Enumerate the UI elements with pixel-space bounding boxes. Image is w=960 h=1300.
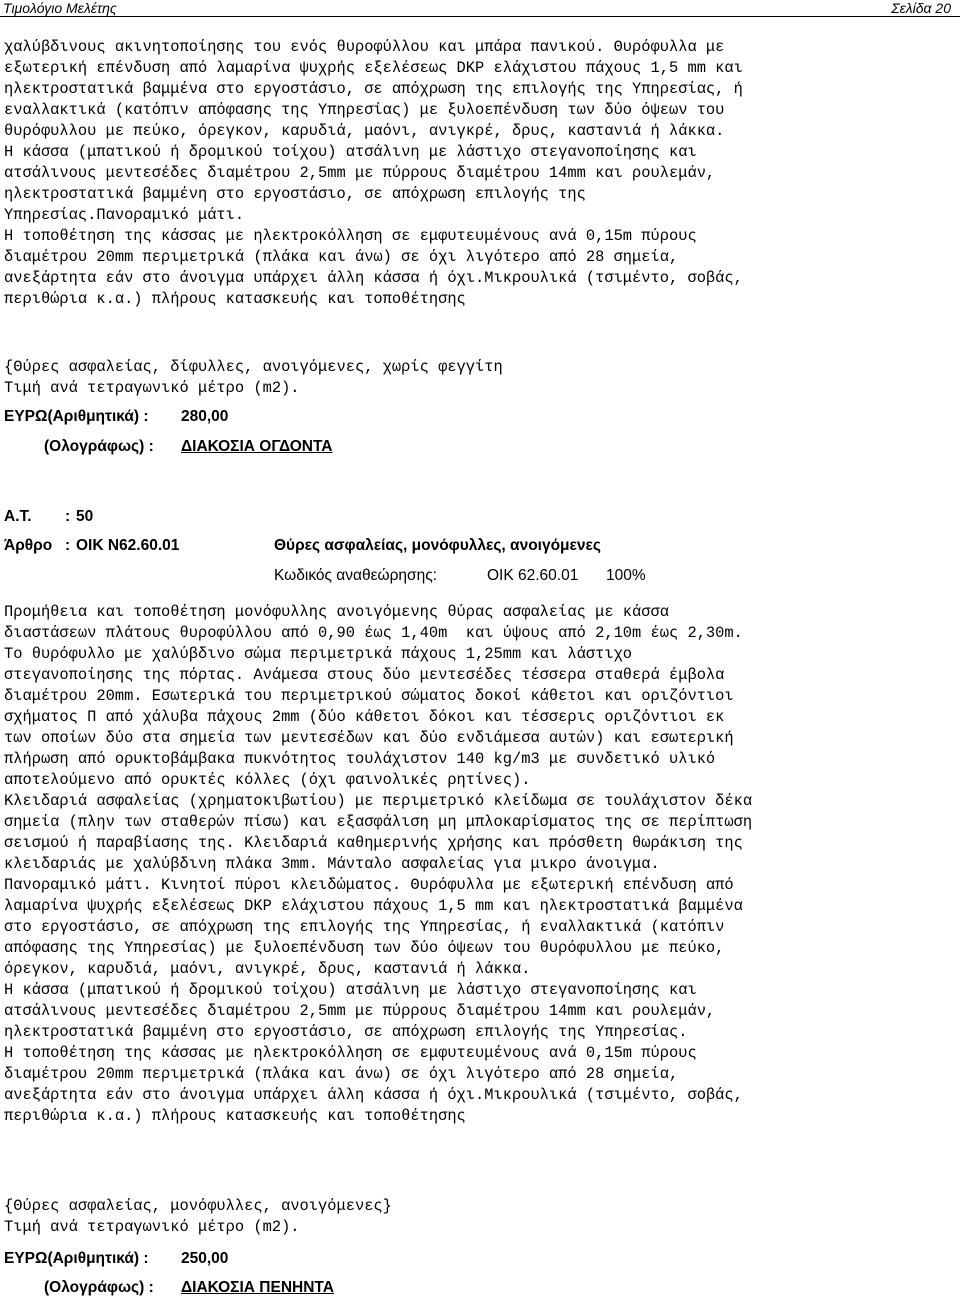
summary-line: Τιμή ανά τετραγωνικό μέτρο (m2). (4, 379, 300, 397)
at-separator: : (65, 508, 71, 525)
page-number: Σελίδα 20 (891, 0, 951, 16)
text-line: απόφασης της Υπηρεσίας) με ξυλοεπένδυση των δύο όψεων του θυρόφυλλου με πεύκο, (4, 939, 725, 957)
price-summary-1 (4, 357, 956, 399)
article-separator: : (65, 537, 71, 554)
text-line: Η κάσσα (μπατικού ή δρομικού τοίχου) ατσάλινη με λάστιχο στεγανοποίησης και (4, 143, 697, 161)
price-summary-2 (4, 1196, 956, 1238)
article-label: Άρθρο (4, 537, 53, 554)
continued-description (4, 37, 956, 310)
text-line: Η κάσσα (μπατικού ή δρομικού τοίχου) ατσάλινη με λάστιχο στεγανοποίησης και (4, 981, 697, 999)
text-line: περιθώρια κ.α.) πλήρους κατασκευής και τοποθέτησης (4, 290, 466, 308)
text-line: ηλεκτροστατικά βαμμένη στο εργοστάσιο, σε απόχρωση επιλογής της Υπηρεσίας. (4, 1023, 688, 1041)
document-title: Τιμολόγιο Μελέτης (3, 0, 117, 16)
text-line: ατσάλινους μεντεσέδες διαμέτρου 2,5mm με πύρρους διαμέτρου 14mm και ρουλεμάν, (4, 164, 716, 182)
text-line: Υπηρεσίας.Πανοραμικό μάτι. (4, 206, 245, 224)
text-line: ατσάλινους μεντεσέδες διαμέτρου 2,5mm με πύρρους διαμέτρου 14mm και ρουλεμάν, (4, 1002, 716, 1020)
text-line: περιθώρια κ.α.) πλήρους κατασκευής και τοποθέτησης (4, 1107, 466, 1125)
text-line: διαστάσεων πλάτους θυροφύλλου από 0,90 έως 1,40m και ύψους από 2,10m έως 2,30m. (4, 624, 743, 642)
price-words-value-2: ΔΙΑΚΟΣΙΑ ΠΕΝΗΝΤΑ (181, 1279, 334, 1296)
text-line: ηλεκτροστατικά βαμμένα στο εργοστάσιο, σε απόχρωση της επιλογής της Υπηρεσίας, ή (4, 80, 743, 98)
article-title: Θύρες ασφαλείας, μονόφυλλες, ανοιγόμενες (274, 537, 601, 554)
text-line: Το θυρόφυλλο με χαλύβδινο σώμα περιμετρικά πάχους 1,25mm και λάστιχο (4, 645, 633, 663)
text-line: Η τοποθέτηση της κάσσας με ηλεκτροκόλληση σε εμφυτευμένους ανά 0,15m πύρους (4, 227, 697, 245)
text-line: λαμαρίνα ψυχρής εξελέσεως DKP ελάχιστου πάχους 1,5 mm και ηλεκτροστατικά βαμμένα (4, 897, 743, 915)
price-words-label-2: (Ολογράφως) : (44, 1279, 154, 1296)
text-line: Πανοραμικό μάτι. Κινητοί πύροι κλειδώματος. Θυρόφυλλα με εξωτερική επένδυση από (4, 876, 734, 894)
text-line: πλήρωση από ορυκτοβάμβακα πυκνότητος τουλάχιστον 140 kg/m3 με συνδετικό υλικό (4, 750, 716, 768)
text-line: χαλύβδινους ακινητοποίησης του ενός θυροφύλλου και μπάρα πανικού. Θυρόφυλλα με (4, 38, 725, 56)
text-line: ανεξάρτητα εάν στο άνοιγμα υπάρχει άλλη κάσσα ή όχι.Μικρουλικά (τσιμέντο, σοβάς, (4, 269, 743, 287)
text-line: των οποίων δύο στα σημεία των μεντεσέδων και δύο ενδιάμεσα αυτών) και εσωτερική (4, 729, 734, 747)
text-line: εναλλακτικά (κατόπιν απόφασης της Υπηρεσίας) με ξυλοεπένδυση των δύο όψεων του (4, 101, 725, 119)
at-value: 50 (76, 508, 94, 525)
price-euro-value-2: 250,00 (181, 1250, 229, 1267)
text-line: σχήματος Π από χάλυβα πάχους 2mm (δύο κάθετοι δόκοι και τέσσερις οριζόντιοι εκ (4, 708, 725, 726)
text-line: κλειδαριάς με χαλύβδινη πλάκα 3mm. Μάνταλο ασφαλείας για μικρο άνοιγμα. (4, 855, 660, 873)
text-line: σεισμού ή παραβίασης της. Κλειδαριά καθημερινής χρήσης και πρόσθετη θωράκιση της (4, 834, 743, 852)
text-line: στεγανοποίησης της πόρτας. Ανάμεσα στους δύο μεντεσέδες τέσσερα σταθερά έμβολα (4, 666, 725, 684)
price-euro-label-2: ΕΥΡΩ(Αριθμητικά) : (4, 1250, 149, 1267)
summary-line: {Θύρες ασφαλείας, δίφυλλες, ανοιγόμενες, χωρίς φεγγίτη (4, 358, 503, 376)
revision-label: Κωδικός αναθεώρησης: (274, 567, 437, 584)
text-line: σημεία (πλην των σταθερών πίσω) και εξασφάλιση μη μπλοκαρίσματος της σε περίπτωση (4, 813, 753, 831)
text-line: Προμήθεια και τοποθέτηση μονόφυλλης ανοιγόμενης θύρας ασφαλείας με κάσσα (4, 603, 669, 621)
at-label: Α.Τ. (4, 508, 32, 525)
text-line: αποτελούμενο από ορυκτές κόλλες (όχι φαινολικές ρητίνες). (4, 771, 531, 789)
price-words-value-1: ΔΙΑΚΟΣΙΑ ΟΓΔΟΝΤΑ (181, 438, 333, 455)
price-words-label-1: (Ολογράφως) : (44, 438, 154, 455)
text-line: εξωτερική επένδυση από λαμαρίνα ψυχρής εξελέσεως DKP ελάχιστου πάχους 1,5 mm και (4, 59, 743, 77)
revision-code: ΟΙΚ 62.60.01 (487, 567, 579, 584)
text-line: στο εργοστάσιο, σε απόχρωση της επιλογής της Υπηρεσίας, ή εναλλακτικά (κατόπιν (4, 918, 725, 936)
price-euro-value-1: 280,00 (181, 408, 229, 425)
text-line: θυρόφυλλου με πεύκο, όρεγκον, καρυδιά, μαόνι, ανιγκρέ, δρυς, καστανιά ή λάκκα. (4, 122, 725, 140)
article-description (4, 602, 956, 1127)
text-line: διαμέτρου 20mm περιμετρικά (πλάκα και άνω) σε όχι λιγότερο από 28 σημεία, (4, 1065, 679, 1083)
text-line: Κλειδαριά ασφαλείας (χρηματοκιβωτίου) με περιμετρικό κλείδωμα σε τουλάχιστον δέκα (4, 792, 753, 810)
text-line: Η τοποθέτηση της κάσσας με ηλεκτροκόλληση σε εμφυτευμένους ανά 0,15m πύρους (4, 1044, 697, 1062)
price-euro-label-1: ΕΥΡΩ(Αριθμητικά) : (4, 408, 149, 425)
summary-line: {Θύρες ασφαλείας, μονόφυλλες, ανοιγόμενες} (4, 1197, 392, 1215)
text-line: διαμέτρου 20mm περιμετρικά (πλάκα και άνω) σε όχι λιγότερο από 28 σημεία, (4, 248, 679, 266)
summary-line: Τιμή ανά τετραγωνικό μέτρο (m2). (4, 1218, 300, 1236)
text-line: ηλεκτροστατικά βαμμένη στο εργοστάσιο, σε απόχρωση επιλογής της (4, 185, 586, 203)
text-line: διαμέτρου 20mm. Εσωτερικά του περιμετρικού σώματος δοκοί κάθετοι και οριζόντιοι (4, 687, 734, 705)
page-header (0, 0, 960, 17)
revision-percent: 100% (606, 567, 646, 584)
article-code: ΟΙΚ Ν62.60.01 (76, 537, 180, 554)
text-line: όρεγκον, καρυδιά, μαόνι, ανιγκρέ, δρυς, καστανιά ή λάκκα. (4, 960, 531, 978)
text-line: ανεξάρτητα εάν στο άνοιγμα υπάρχει άλλη κάσσα ή όχι.Μικρουλικά (τσιμέντο, σοβάς, (4, 1086, 743, 1104)
